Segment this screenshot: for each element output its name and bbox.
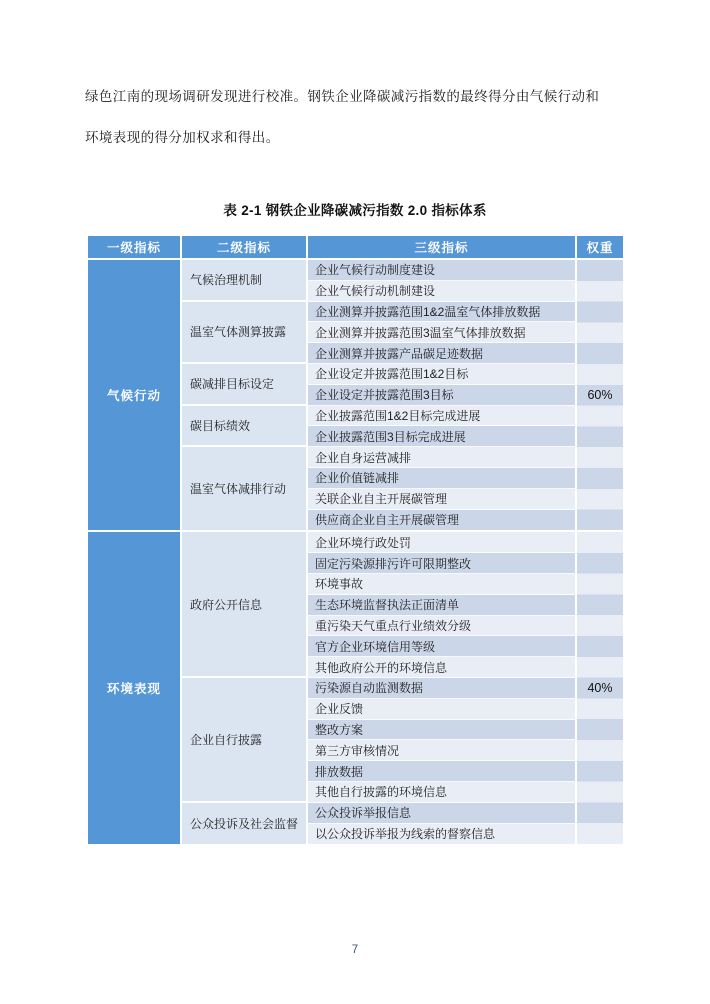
level3-cell: 整改方案: [308, 720, 575, 741]
level3-cell: 关联企业自主开展碳管理: [308, 489, 575, 510]
level3-cell: 企业设定并披露范围1&2目标: [308, 364, 575, 385]
indicator-table: [88, 236, 623, 844]
level1-cell-1: 气候行动: [88, 260, 180, 530]
column-header-level3: 三级指标: [308, 236, 575, 258]
body-paragraph: [85, 76, 633, 158]
level1-cell-2: 环境表现: [88, 532, 180, 844]
level2-cell: 温室气体减排行动: [182, 447, 306, 530]
level3-cell: 企业反馈: [308, 699, 575, 720]
level3-cell: 其他自行披露的环境信息: [308, 782, 575, 803]
level3-cell: 企业价值链减排: [308, 468, 575, 489]
body-paragraph-line-1: 绿色江南的现场调研发现进行校准。钢铁企业降碳减污指数的最终得分由气候行动和: [85, 89, 600, 104]
level2-cell: 气候治理机制: [182, 260, 306, 302]
table-title: 表 2-1 钢铁企业降碳减污指数 2.0 指标体系: [223, 203, 487, 218]
level3-cell: 公众投诉举报信息: [308, 803, 575, 824]
level3-cell: 污染源自动监测数据: [308, 678, 575, 699]
level3-cell: 企业测算并披露范围1&2温室气体排放数据: [308, 302, 575, 323]
weight-cell-2: 40%: [577, 532, 623, 844]
level3-cell: 环境事故: [308, 574, 575, 595]
level3-cell: 重污染天气重点行业绩效分级: [308, 616, 575, 637]
level3-cell: 企业气候行动机制建设: [308, 281, 575, 302]
level2-cell: 温室气体测算披露: [182, 302, 306, 364]
level3-cell: 企业自身运营减排: [308, 447, 575, 468]
weight-cell-1: 60%: [577, 260, 623, 530]
level3-cell: 供应商企业自主开展碳管理: [308, 510, 575, 531]
level3-cell: 第三方审核情况: [308, 740, 575, 761]
page-number: 7: [351, 944, 359, 956]
level3-cell: 固定污染源排污许可限期整改: [308, 553, 575, 574]
level3-cell: 企业气候行动制度建设: [308, 260, 575, 281]
level3-cell: 企业测算并披露产品碳足迹数据: [308, 343, 575, 364]
column-header-level2: 二级指标: [182, 236, 306, 258]
level3-cell: 以公众投诉举报为线索的督察信息: [308, 824, 575, 845]
level3-cell: 企业披露范围3目标完成进展: [308, 426, 575, 447]
level3-cell: 企业披露范围1&2目标完成进展: [308, 406, 575, 427]
level3-cell: 生态环境监督执法正面清单: [308, 595, 575, 616]
level2-cell: 政府公开信息: [182, 532, 306, 678]
body-paragraph-line-2: 环境表现的得分加权求和得出。: [85, 130, 280, 145]
level3-cell: 排放数据: [308, 761, 575, 782]
level3-cell: 企业设定并披露范围3目标: [308, 385, 575, 406]
level3-cell: 企业环境行政处罚: [308, 532, 575, 553]
level2-cell: 碳减排目标设定: [182, 364, 306, 406]
column-header-level1: 一级指标: [88, 236, 180, 258]
level2-cell: 企业自行披露: [182, 678, 306, 803]
level2-cell: 碳目标绩效: [182, 406, 306, 448]
level3-cell: 官方企业环境信用等级: [308, 636, 575, 657]
level2-cell: 公众投诉及社会监督: [182, 803, 306, 845]
level3-cell: 企业测算并披露范围3温室气体排放数据: [308, 322, 575, 343]
column-header-weight: 权重: [577, 236, 623, 258]
level3-cell: 其他政府公开的环境信息: [308, 657, 575, 678]
